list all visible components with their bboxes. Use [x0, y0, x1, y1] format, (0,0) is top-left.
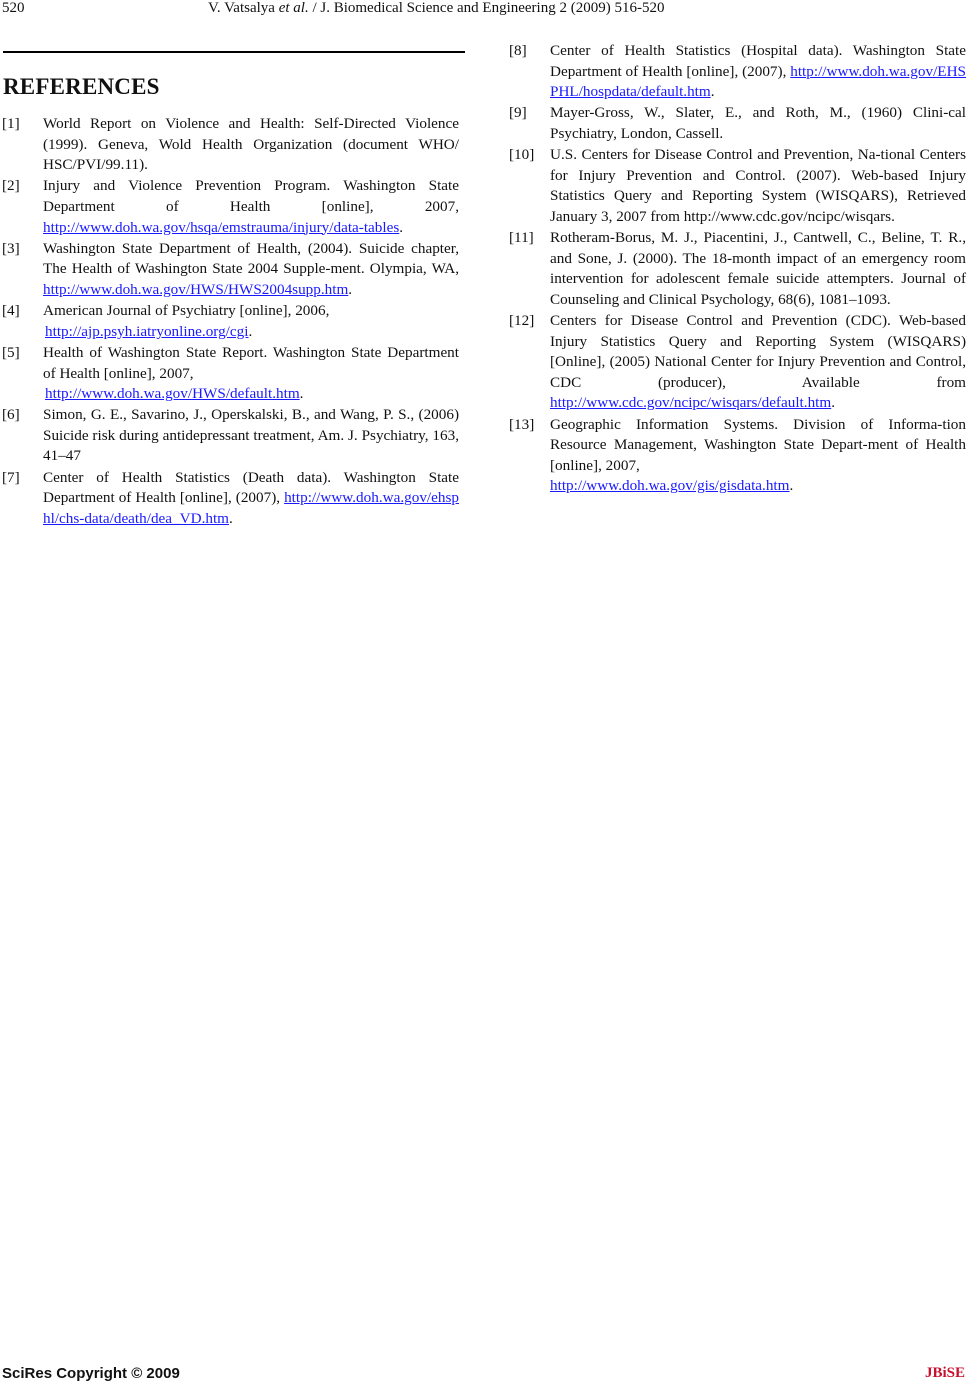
reference-tail: .	[229, 509, 233, 527]
reference-link[interactable]: http://www.cdc.gov/ncipc/wisqars/default.htm	[550, 394, 832, 412]
reference-number: [4]	[2, 302, 20, 320]
reference-tail: .	[710, 83, 715, 101]
reference-text	[550, 41, 966, 103]
reference-body: Simon, G. E., Savarino, J., Operskalski, B., and Wang, P. S., (2006) Suicide risk during antidepressant treatment, Am. J. Psychiatry, 163, 41–47	[43, 406, 459, 465]
reference-number: [8]	[509, 42, 527, 59]
reference-number: [3]	[2, 239, 20, 257]
reference-text	[550, 415, 966, 497]
reference-item	[509, 228, 966, 310]
reference-text	[550, 145, 966, 227]
journal-abbreviation: JBiSE	[924, 1365, 965, 1381]
copyright-notice: SciRes Copyright © 2009	[2, 1365, 180, 1382]
reference-number: [7]	[2, 468, 20, 486]
reference-text	[550, 103, 966, 144]
reference-number: [13]	[509, 415, 535, 433]
reference-tail: .	[789, 477, 794, 495]
reference-body: U.S. Centers for Disease Control and Prevention, Na-tional Centers for Injury Prevention and Control. (2007). Web-based Injury Statistics Query and Reporting System (WISQARS), Retrieved January 3, 2007 from http://www.cdc.gov/ncipc/wisqars.	[550, 146, 966, 225]
page-number: 520	[2, 0, 25, 16]
reference-body: American Journal of Psychiatry [online], 2006,	[43, 302, 330, 320]
page-footer	[0, 1365, 969, 1385]
reference-text	[43, 239, 459, 301]
reference-text	[43, 405, 459, 467]
references-heading: REFERENCES	[3, 74, 160, 99]
references-right-column	[509, 41, 966, 498]
reference-text	[43, 343, 459, 405]
reference-link[interactable]: http://www.doh.wa.gov/HWS/default.htm	[45, 385, 300, 403]
reference-link[interactable]: http://www.doh.wa.gov/ehsphl/chs-data/death/dea_VD.htm	[43, 489, 459, 527]
reference-item	[2, 176, 459, 238]
reference-text	[43, 301, 459, 342]
reference-item	[509, 311, 966, 414]
reference-item	[2, 468, 459, 530]
reference-body: Center of Health Statistics (Hospital data). Washington State Department of Health [online], (2007),	[550, 42, 966, 80]
reference-link[interactable]: http://www.doh.wa.gov/hsqa/emstrauma/injury/data-tables	[43, 218, 400, 236]
reference-number: [5]	[2, 343, 20, 361]
reference-tail: .	[831, 394, 835, 412]
reference-link[interactable]: http://www.doh.wa.gov/HWS/HWS2004supp.htm	[43, 280, 349, 298]
reference-number: [1]	[2, 115, 20, 132]
reference-body: Health of Washington State Report. Washington State Department of Health [online], 2007,	[43, 343, 459, 382]
running-title-journal: / J. Biomedical Science and Engineering 2 (2009) 516-520	[308, 0, 665, 16]
reference-tail: .	[348, 280, 353, 298]
reference-number: [9]	[509, 104, 527, 122]
reference-link[interactable]: http://www.doh.wa.gov/gis/gisdata.htm	[550, 477, 790, 495]
reference-text	[43, 176, 459, 238]
running-title-authors: V. Vatsalya	[208, 0, 279, 16]
section-divider	[3, 51, 465, 53]
reference-number: [6]	[2, 406, 20, 424]
reference-text	[550, 311, 966, 414]
reference-body: Injury and Violence Prevention Program. Washington State Department of Health [online], 2007,	[43, 177, 459, 215]
reference-body: Centers for Disease Control and Prevention (CDC). Web-based Injury Statistics Query and Reporting System (WISQARS) [Online], (2005) National Center for Injury Prevention and Control, CDC (producer), Available from	[550, 312, 966, 391]
reference-item	[2, 343, 459, 405]
reference-body: Washington State Department of Health, (2004). Suicide chapter, The Health of Washington State 2004 Supple-ment. Olympia, WA,	[43, 239, 459, 278]
reference-link[interactable]: http://ajp.psyh.iatryonline.org/cgi	[45, 322, 249, 340]
reference-item	[2, 405, 459, 467]
reference-item	[509, 103, 966, 144]
running-title-et-al: et al.	[278, 0, 309, 16]
reference-number: [10]	[509, 146, 535, 164]
reference-body: Center of Health Statistics (Death data). Washington State Department of Health [online], (2007),	[43, 468, 459, 507]
reference-item	[509, 41, 966, 103]
reference-body: World Report on Violence and Health: Self-Directed Violence (1999). Geneva, Wold Health Organization (document WHO/ HSC/PVI/99.11).	[43, 115, 459, 174]
reference-tail: .	[299, 385, 304, 403]
reference-tail: .	[248, 322, 253, 340]
reference-item	[509, 415, 966, 497]
reference-body: Rotheram-Borus, M. J., Piacentini, J., Cantwell, C., Beline, T. R., and Sone, J. (2000). The 18-month impact of an emergency room intervention for adolescent female suicide attempters. Journal of Counseling and Clinical Psychology, 68(6), 1081–1093.	[550, 229, 966, 308]
reference-text	[43, 114, 459, 176]
reference-link[interactable]: http://www.doh.wa.gov/EHSPHL/hospdata/default.htm	[550, 62, 966, 101]
reference-number: [2]	[2, 177, 20, 195]
running-title	[208, 0, 664, 17]
page-header	[0, 0, 969, 22]
references-left-column	[2, 114, 459, 530]
reference-text	[550, 228, 966, 310]
reference-number: [12]	[509, 312, 535, 330]
reference-item	[2, 301, 459, 342]
reference-item	[2, 239, 459, 301]
reference-item	[509, 145, 966, 227]
reference-body: Geographic Information Systems. Division of Informa-tion Resource Management, Washington State Depart-ment of Health [online], 2007,	[550, 415, 966, 474]
reference-body: Mayer-Gross, W., Slater, E., and Roth, M., (1960) Clini-cal Psychiatry, London, Cassell.	[550, 104, 966, 142]
reference-text	[43, 468, 459, 530]
reference-tail: .	[399, 218, 404, 236]
reference-item	[2, 114, 459, 176]
reference-number: [11]	[509, 229, 534, 247]
